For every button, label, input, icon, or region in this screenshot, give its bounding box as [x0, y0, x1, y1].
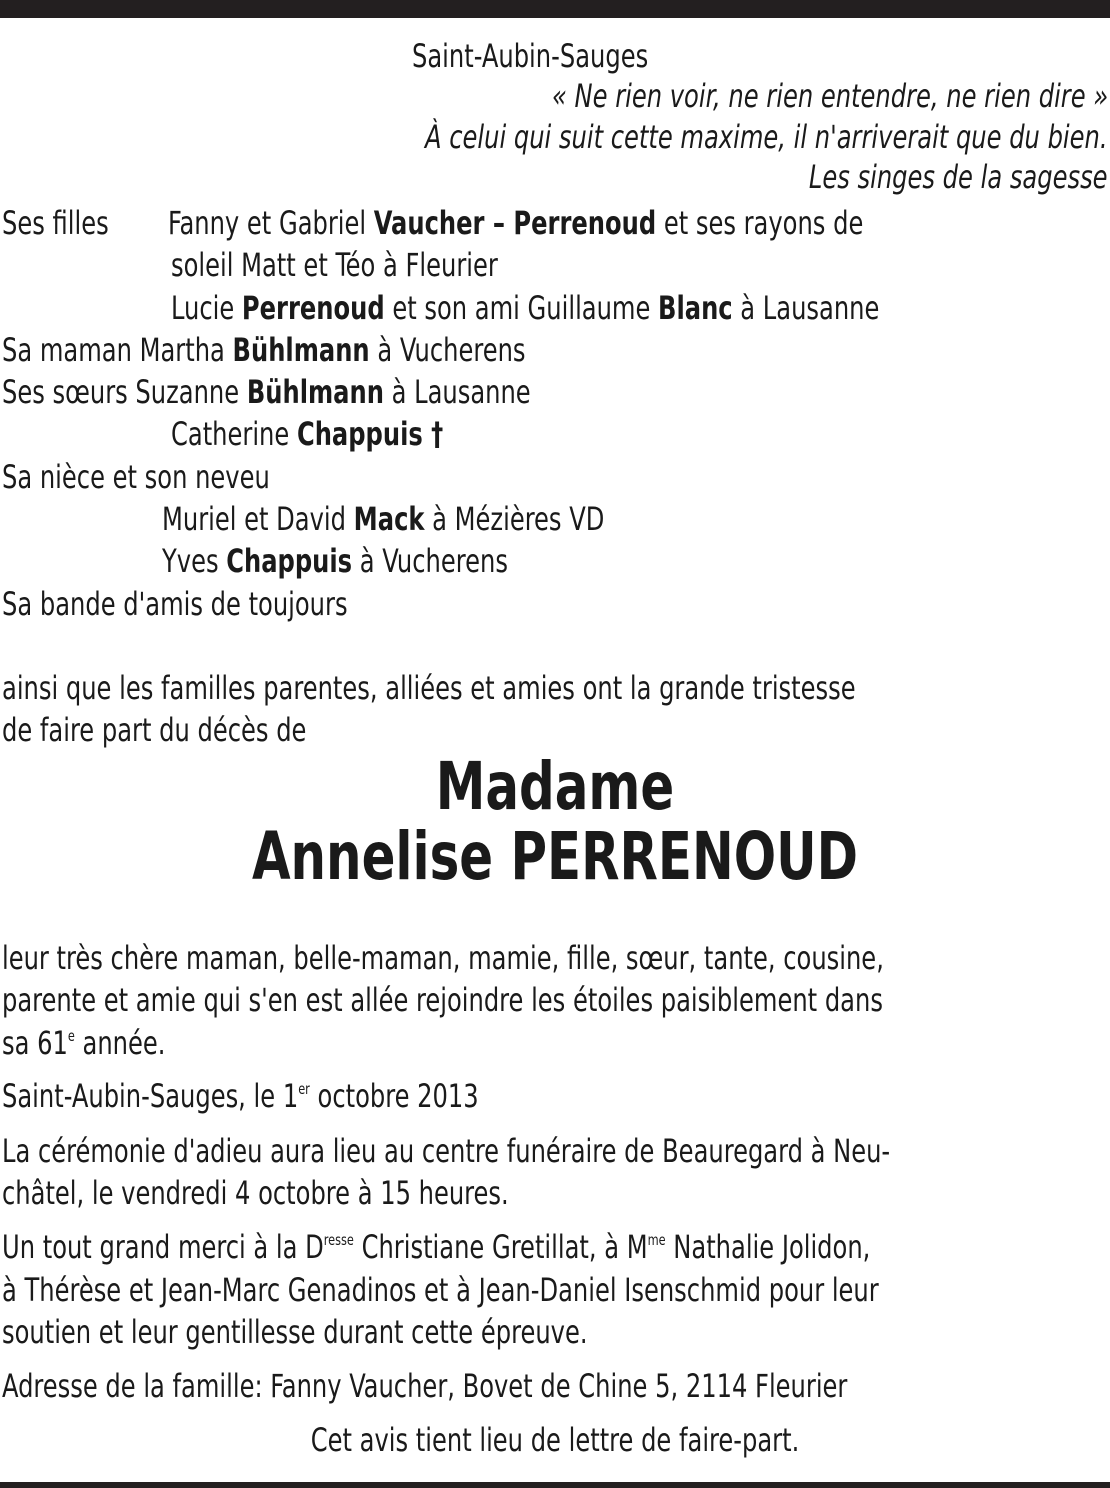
- family-address: Adresse de la famille: Fanny Vaucher, Bovet de Chine 5, 2114 Fleurier: [2, 1367, 848, 1405]
- thanks-line-3: soutien et leur gentillesse durant cette épreuve.: [2, 1313, 588, 1351]
- family-line-muriel: Muriel et David Mack à Mézières VD: [162, 500, 605, 538]
- quote-line-2: À celui qui suit cette maxime, il n'arriverait que du bien.: [425, 118, 1108, 156]
- date-line: Saint-Aubin-Sauges, le 1er octobre 2013: [2, 1077, 479, 1115]
- body-line-1: leur très chère maman, belle-maman, mamie, fille, sœur, tante, cousine,: [2, 939, 884, 977]
- body-line-3: sa 61e année.: [2, 1024, 166, 1062]
- top-rule: [0, 0, 1110, 18]
- body-line-2: parente et amie qui s'en est allée rejoindre les étoiles paisiblement dans: [2, 981, 883, 1019]
- thanks-line-1: Un tout grand merci à la $D^{resse}$ Christiane Gretillat, à $M^{me}$ Nathalie Jolidon,: [2, 1228, 871, 1266]
- deceased-title: Madame: [435, 748, 675, 825]
- quote-source: Les singes de la sagesse: [809, 158, 1108, 196]
- family-line-catherine: Catherine Chappuis †: [171, 415, 444, 453]
- announce-line-1: ainsi que les familles parentes, alliées et amies ont la grande tristesse: [2, 669, 856, 707]
- header-place: Saint-Aubin-Sauges: [412, 37, 649, 75]
- family-line-grandchildren: soleil Matt et Téo à Fleurier: [171, 246, 498, 284]
- quote-line-1: « Ne rien voir, ne rien entendre, ne rien dire »: [551, 77, 1108, 115]
- announce-line-2: de faire part du décès de: [2, 711, 307, 749]
- family-line-yves: Yves Chappuis à Vucherens: [162, 542, 508, 580]
- thanks-line-2: à Thérèse et Jean-Marc Genadinos et à Jean-Daniel Isenschmid pour leur: [2, 1271, 879, 1309]
- family-line-sisters: Ses sœurs Suzanne Bühlmann à Lausanne: [2, 373, 531, 411]
- family-line-daughters: Fanny et Gabriel Vaucher – Perrenoud et ses rayons de: [168, 204, 864, 242]
- deceased-name: Annelise PERRENOUD: [251, 818, 859, 895]
- family-line-friends: Sa bande d'amis de toujours: [2, 585, 348, 623]
- ceremony-line-2: châtel, le vendredi 4 octobre à 15 heures.: [2, 1174, 509, 1212]
- bottom-rule: [0, 1482, 1110, 1488]
- closing-note: Cet avis tient lieu de lettre de faire-part.: [310, 1421, 800, 1459]
- family-line-niece-nephew-label: Sa nièce et son neveu: [2, 458, 270, 496]
- family-line-mother: Sa maman Martha Bühlmann à Vucherens: [2, 331, 526, 369]
- family-label-daughters: Ses filles: [2, 204, 109, 242]
- ceremony-line-1: La cérémonie d'adieu aura lieu au centre funéraire de Beauregard à Neu-: [2, 1132, 891, 1170]
- family-line-lucie: Lucie Perrenoud et son ami Guillaume Blanc à Lausanne: [171, 289, 880, 327]
